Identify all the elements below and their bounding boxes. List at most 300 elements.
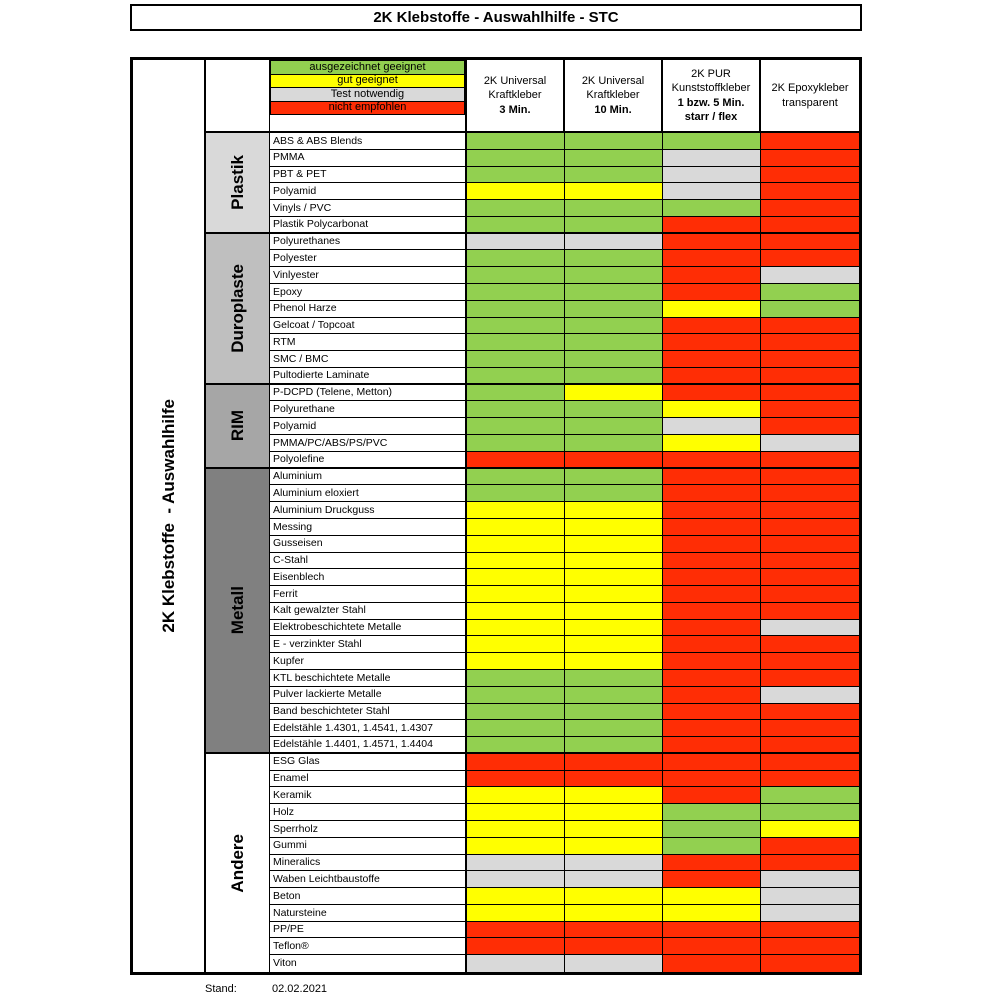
rating-cell [467,368,565,385]
rating-cell [761,804,859,821]
column-header-line: 1 bzw. 5 Min. [677,96,745,109]
material-label [270,922,467,939]
rating-cell [761,620,859,637]
group-name: Andere [227,833,247,893]
column-header-line: 2K Universal [581,75,645,88]
rating-cell [565,636,663,653]
rating-cell [663,804,761,821]
rating-cell [565,603,663,620]
rating-cell [467,452,565,469]
material-label [270,754,467,771]
rating-cell [565,620,663,637]
material-name: PP/PE [273,923,304,936]
material-label [270,435,467,452]
rating-cell [761,754,859,771]
rating-cell [467,670,565,687]
footer-date: 02.02.2021 [272,983,328,995]
column-header-line: 2K Epoxykleber [771,82,849,95]
rating-cell [663,670,761,687]
rating-cell [565,720,663,737]
group-name: Duroplaste [227,263,247,353]
material-label [270,821,467,838]
rating-cell [565,787,663,804]
rating-cell [565,804,663,821]
material-label [270,569,467,586]
rating-cell [663,217,761,234]
rating-cell [565,284,663,301]
material-label [270,150,467,167]
rating-cell [663,586,761,603]
rating-cell [663,704,761,721]
material-label [270,737,467,754]
material-label [270,888,467,905]
rating-cell [565,267,663,284]
rating-cell [467,435,565,452]
rating-cell [761,821,859,838]
material-label [270,620,467,637]
rating-cell [663,133,761,150]
rating-cell [761,922,859,939]
material-name: Viton [273,957,297,970]
rating-cell [565,334,663,351]
rating-cell [663,469,761,486]
rating-cell [663,905,761,922]
material-name: Elektrobeschichtete Metalle [273,621,402,634]
rating-cell [663,922,761,939]
group-name: RIM [227,410,247,442]
rating-cell [663,653,761,670]
rating-cell [467,301,565,318]
column-header-line: 10 Min. [594,103,632,116]
rating-cell [663,603,761,620]
rating-cell [467,754,565,771]
rating-cell [761,955,859,972]
material-name: Gusseisen [273,537,323,550]
column-header-line: starr / flex [684,110,738,123]
rating-cell [663,418,761,435]
column-header-1 [467,60,565,133]
rating-cell [761,217,859,234]
column-header-3 [663,60,761,133]
rating-cell [565,855,663,872]
material-name: Edelstähle 1.4301, 1.4541, 1.4307 [273,721,433,734]
rating-cell [761,905,859,922]
rating-cell [663,838,761,855]
material-label [270,401,467,418]
group-label-duroplaste [206,234,270,385]
rating-cell [467,787,565,804]
legend-item [270,74,465,89]
rating-cell [761,636,859,653]
rating-cell [467,150,565,167]
material-name: Polyamid [273,419,317,432]
rating-cell [467,704,565,721]
rating-cell [663,821,761,838]
rating-cell [761,200,859,217]
rating-cell [467,250,565,267]
rating-cell [761,502,859,519]
rating-cell [565,586,663,603]
rating-cell [565,737,663,754]
rating-cell [467,553,565,570]
rating-cell [467,284,565,301]
rating-cell [565,536,663,553]
rating-cell [565,821,663,838]
material-name: Keramik [273,789,312,802]
rating-cell [565,938,663,955]
rating-cell [663,620,761,637]
rating-cell [565,955,663,972]
group-name: Plastik [227,154,247,210]
rating-cell [663,351,761,368]
material-label [270,536,467,553]
rating-cell [467,418,565,435]
material-label [270,670,467,687]
rating-cell [467,133,565,150]
rating-cell [761,401,859,418]
rating-cell [565,250,663,267]
legend-label: nicht empfohlen [328,101,407,114]
rating-cell [761,871,859,888]
rating-cell [663,687,761,704]
rating-cell [467,536,565,553]
material-name: Aluminium Druckguss [273,503,375,516]
rating-cell [565,217,663,234]
material-name: Polyolefine [273,452,325,465]
rating-cell [663,318,761,335]
material-label [270,636,467,653]
rating-cell [761,586,859,603]
material-label [270,250,467,267]
rating-cell [761,167,859,184]
material-name: P-DCPD (Telene, Metton) [273,386,393,399]
rating-cell [663,737,761,754]
selection-table [130,57,862,975]
legend-item [270,101,465,116]
rating-cell [663,787,761,804]
material-label [270,855,467,872]
column-header-line: Kraftkleber [488,89,542,102]
rating-cell [761,771,859,788]
material-label [270,519,467,536]
rating-cell [467,888,565,905]
material-label [270,351,467,368]
rating-cell [467,720,565,737]
rating-cell [761,519,859,536]
rating-cell [663,720,761,737]
column-header-line: Kraftkleber [586,89,640,102]
rating-cell [663,938,761,955]
group-label-andere [206,754,270,972]
material-label [270,234,467,251]
rating-cell [565,435,663,452]
material-name: Eisenblech [273,570,325,583]
material-name: Kupfer [273,654,304,667]
rating-cell [663,167,761,184]
material-name: Gelcoat / Topcoat [273,319,355,332]
rating-cell [467,385,565,402]
material-name: Messing [273,520,313,533]
rating-cell [663,368,761,385]
rating-cell [467,838,565,855]
rating-cell [761,938,859,955]
material-label [270,955,467,972]
material-label [270,183,467,200]
rating-cell [565,838,663,855]
rating-cell [761,553,859,570]
rating-cell [663,301,761,318]
material-name: Polyurethanes [273,235,341,248]
material-label [270,771,467,788]
material-name: Vinyls / PVC [273,201,332,214]
rating-cell [761,250,859,267]
rating-cell [565,401,663,418]
rating-cell [663,234,761,251]
rating-cell [663,150,761,167]
rating-cell [761,133,859,150]
column-header-line: Kunststoffkleber [671,82,751,95]
rating-cell [663,536,761,553]
rating-cell [467,351,565,368]
rating-cell [761,284,859,301]
rating-cell [761,855,859,872]
rating-cell [565,418,663,435]
rating-cell [663,502,761,519]
rating-cell [663,636,761,653]
page-title: 2K Klebstoffe - Auswahlhilfe - STC [373,9,619,26]
material-label [270,653,467,670]
material-label [270,200,467,217]
material-label [270,385,467,402]
rating-cell [761,318,859,335]
rating-cell [663,955,761,972]
page-title-bar [130,4,862,31]
rating-cell [761,435,859,452]
legend-label: gut geeignet [337,74,398,87]
material-name: Plastik Polycarbonat [273,218,369,231]
material-name: Aluminium eloxiert [273,487,359,500]
legend-label: Test notwendig [330,87,405,100]
side-label-column [133,60,206,972]
rating-cell [467,217,565,234]
rating-cell [761,418,859,435]
material-label [270,704,467,721]
rating-cell [663,334,761,351]
rating-cell [761,469,859,486]
footer-label: Stand: [205,983,237,995]
rating-cell [565,553,663,570]
material-label [270,318,467,335]
rating-cell [565,771,663,788]
material-label [270,871,467,888]
rating-cell [467,737,565,754]
rating-cell [565,687,663,704]
rating-cell [761,150,859,167]
rating-cell [663,519,761,536]
rating-cell [663,888,761,905]
rating-cell [467,183,565,200]
rating-cell [565,905,663,922]
material-name: Holz [273,805,295,818]
rating-cell [761,603,859,620]
rating-cell [467,519,565,536]
rating-cell [467,318,565,335]
material-name: SMC / BMC [273,352,329,365]
material-label [270,452,467,469]
material-name: Edelstähle 1.4401, 1.4571, 1.4404 [273,738,433,751]
rating-cell [467,167,565,184]
material-name: Teflon® [273,940,309,953]
material-name: ABS & ABS Blends [273,134,363,147]
material-label [270,167,467,184]
column-header-line: 2K Universal [483,75,547,88]
rating-cell [565,485,663,502]
rating-cell [663,452,761,469]
material-label [270,284,467,301]
material-name: Phenol Harze [273,302,337,315]
material-name: Mineralics [273,856,321,869]
material-name: PMMA/PC/ABS/PS/PVC [273,436,388,449]
rating-cell [467,855,565,872]
material-name: Aluminium [273,470,323,483]
rating-cell [663,771,761,788]
rating-cell [467,922,565,939]
material-name: RTM [273,335,296,348]
legend-item [270,87,465,102]
material-name: Gummi [273,839,307,852]
rating-cell [565,569,663,586]
footer [205,983,328,995]
rating-cell [761,183,859,200]
rating-cell [663,267,761,284]
rating-cell [565,452,663,469]
rating-cell [565,922,663,939]
rating-cell [467,469,565,486]
material-name: Vinlyester [273,268,319,281]
rating-cell [565,150,663,167]
rating-cell [467,401,565,418]
rating-cell [761,687,859,704]
rating-cell [565,888,663,905]
header-corner-cell [206,60,270,133]
rating-cell [761,334,859,351]
material-name: Polyurethane [273,403,335,416]
rating-cell [467,804,565,821]
material-label [270,720,467,737]
rating-cell [467,955,565,972]
legend-label: ausgezeichnet geeignet [309,60,426,73]
rating-cell [565,200,663,217]
column-header-line: 2K PUR [691,67,731,80]
rating-cell [663,855,761,872]
rating-cell [565,871,663,888]
group-label-plastik [206,133,270,234]
rating-cell [761,653,859,670]
rating-cell [467,502,565,519]
rating-cell [565,133,663,150]
material-name: ESG Glas [273,755,320,768]
rating-cell [565,653,663,670]
rating-cell [467,200,565,217]
rating-cell [467,771,565,788]
column-header-line: transparent [782,96,838,109]
material-name: PMMA [273,151,305,164]
material-label [270,334,467,351]
rating-cell [761,787,859,804]
material-label [270,133,467,150]
rating-cell [565,351,663,368]
rating-cell [761,704,859,721]
material-name: Polyamid [273,184,317,197]
rating-cell [761,569,859,586]
material-name: Band beschichteter Stahl [273,705,390,718]
rating-cell [761,301,859,318]
rating-cell [663,754,761,771]
material-label [270,502,467,519]
material-label [270,586,467,603]
material-label [270,804,467,821]
rating-cell [761,536,859,553]
material-name: Epoxy [273,285,303,298]
rating-cell [663,200,761,217]
material-name: KTL beschichtete Metalle [273,671,391,684]
material-label [270,905,467,922]
rating-cell [467,636,565,653]
rating-cell [663,401,761,418]
rating-cell [565,469,663,486]
group-label-metall [206,469,270,754]
rating-cell [565,519,663,536]
column-header-2 [565,60,663,133]
rating-cell [761,351,859,368]
material-label [270,217,467,234]
ratings-grid [206,60,859,972]
material-name: Waben Leichtbaustoffe [273,872,380,885]
rating-cell [761,267,859,284]
rating-cell [467,234,565,251]
material-name: PBT & PET [273,168,327,181]
rating-cell [565,670,663,687]
group-name: Metall [227,586,247,635]
rating-cell [663,284,761,301]
rating-cell [565,704,663,721]
legend-item [270,60,465,75]
rating-cell [467,267,565,284]
rating-cell [467,620,565,637]
rating-cell [761,737,859,754]
material-label [270,469,467,486]
rating-cell [761,234,859,251]
material-name: Kalt gewalzter Stahl [273,604,366,617]
side-label: 2K Klebstoffe - Auswahlhilfe [158,399,178,633]
material-label [270,787,467,804]
rating-cell [467,871,565,888]
material-label [270,485,467,502]
rating-cell [761,838,859,855]
column-header-4 [761,60,859,133]
rating-cell [467,586,565,603]
rating-cell [761,670,859,687]
material-name: Natursteine [273,906,327,919]
rating-cell [467,603,565,620]
material-name: Pultodierte Laminate [273,369,370,382]
material-name: Pulver lackierte Metalle [273,688,382,701]
rating-cell [761,452,859,469]
material-name: E - verzinkter Stahl [273,638,362,651]
rating-cell [565,368,663,385]
group-label-rim [206,385,270,469]
rating-cell [467,821,565,838]
